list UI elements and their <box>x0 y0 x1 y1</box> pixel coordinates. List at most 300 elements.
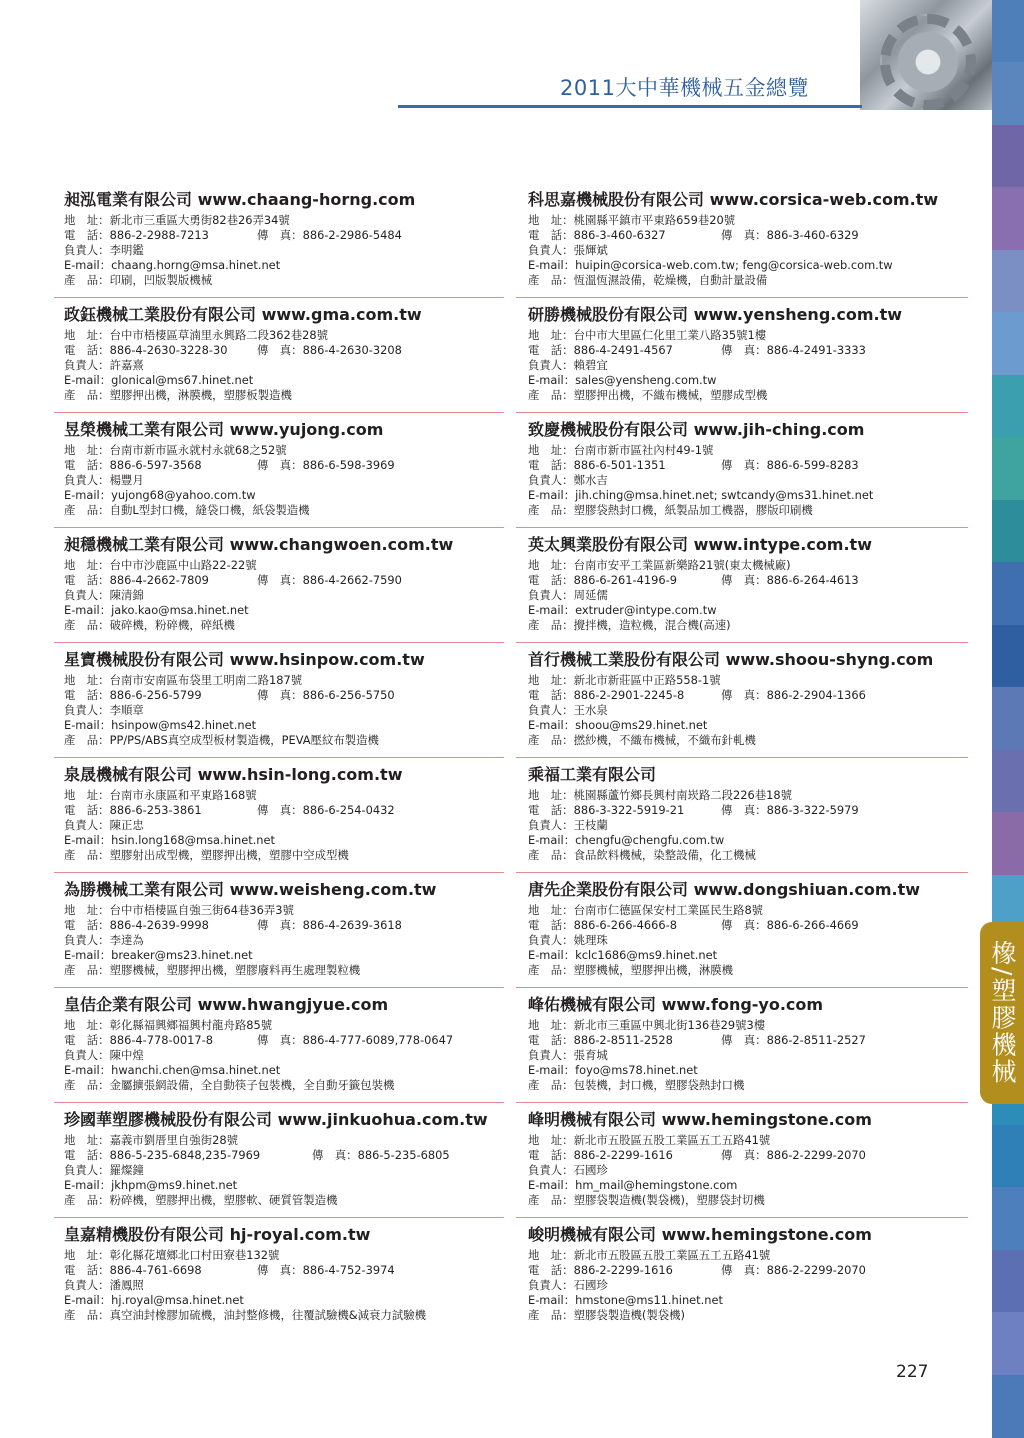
product-label: 產 品： <box>64 388 110 402</box>
company-name-line <box>528 535 968 555</box>
person-value: 許嘉熹 <box>109 358 144 372</box>
product-value: 塑膠押出機，淋膜機，塑膠板製造機 <box>109 388 292 402</box>
address-value: 新北市五股區五股工業區五工五路41號 <box>573 1133 771 1147</box>
email-label: E-mail： <box>64 718 112 732</box>
phone-row <box>528 918 968 933</box>
chapter-tab-segment <box>992 1312 1024 1375</box>
phone-label: 電 話： <box>528 803 574 817</box>
fax-value: 886-6-264-4613 <box>766 573 859 587</box>
company-name-line <box>64 535 504 555</box>
person-label: 負責人： <box>64 818 110 832</box>
section-tab-label: 橡/塑膠機械 <box>988 940 1017 1086</box>
email-value[interactable]: foyo@ms78.hinet.net <box>575 1063 698 1077</box>
company-details <box>528 443 968 518</box>
phone-label: 電 話： <box>64 573 110 587</box>
address-row <box>528 328 968 343</box>
email-value[interactable]: hsinpow@ms42.hinet.net <box>111 718 257 732</box>
company-entry <box>528 305 968 403</box>
company-name-line <box>64 420 504 440</box>
company-name: 為勝機械工業有限公司 <box>64 880 225 899</box>
email-row <box>64 1293 504 1308</box>
person-value: 石國珍 <box>573 1163 608 1177</box>
fax-value: 886-3-322-5979 <box>766 803 859 817</box>
address-row <box>528 903 968 918</box>
address-value: 台南市新市區永就村永就68之52號 <box>109 443 287 457</box>
person-row <box>64 703 504 718</box>
phone-row <box>64 343 504 358</box>
address-value: 新北市三重區中興北街136巷29號3樓 <box>573 1018 766 1032</box>
company-entry <box>528 1110 968 1208</box>
header-rule <box>398 105 862 108</box>
fax-label: 傳 真： <box>257 1263 303 1277</box>
person-value: 王枝蘭 <box>573 818 608 832</box>
company-name-line <box>528 1110 968 1130</box>
person-value: 潘鳳照 <box>109 1278 144 1292</box>
address-label: 地 址： <box>64 1133 110 1147</box>
company-url[interactable]: www.weisheng.com.tw <box>229 880 437 899</box>
address-value: 台中市大里區仁化里工業八路35號1樓 <box>573 328 767 342</box>
entry-divider <box>516 872 968 873</box>
email-label: E-mail： <box>528 488 576 502</box>
person-row <box>528 818 968 833</box>
email-label: E-mail： <box>64 373 112 387</box>
email-row <box>64 373 504 388</box>
phone-row <box>64 803 504 818</box>
product-row <box>528 1193 968 1208</box>
phone-label: 電 話： <box>64 1148 110 1162</box>
phone-value: 886-6-597-3568 <box>109 458 202 472</box>
email-value[interactable]: hwanchi.chen@msa.hinet.net <box>111 1063 281 1077</box>
address-label: 地 址： <box>64 213 110 227</box>
company-name: 珍國華塑膠機械股份有限公司 <box>64 1110 273 1129</box>
product-label: 產 品： <box>528 733 574 747</box>
company-url[interactable]: www.gma.com.tw <box>261 305 422 324</box>
email-value[interactable]: hm_mail@hemingstone.com <box>575 1178 738 1192</box>
company-entry <box>528 535 968 633</box>
company-url[interactable]: www.hemingstone.com <box>661 1225 872 1244</box>
email-row <box>64 1178 504 1193</box>
company-entry <box>528 650 968 748</box>
company-url[interactable]: www.hsin-long.com.tw <box>197 765 403 784</box>
phone-value: 886-2-2299-1616 <box>573 1148 673 1162</box>
fax-group <box>721 918 859 933</box>
entry-divider <box>54 527 504 528</box>
chapter-tab-segment <box>992 1250 1024 1313</box>
entry-divider <box>54 412 504 413</box>
product-row <box>64 848 504 863</box>
company-name: 皇佶企業有限公司 <box>64 995 193 1014</box>
chapter-tab-segment <box>992 187 1024 250</box>
entry-divider <box>516 987 968 988</box>
email-label: E-mail： <box>528 373 576 387</box>
person-label: 負責人： <box>528 243 574 257</box>
address-row <box>64 1248 504 1263</box>
fax-label: 傳 真： <box>257 803 303 817</box>
chapter-tab-segment <box>992 687 1024 750</box>
person-label: 負責人： <box>64 588 110 602</box>
phone-value: 886-4-2630-3228-30 <box>109 343 228 357</box>
email-label: E-mail： <box>528 718 576 732</box>
entry-divider <box>54 872 504 873</box>
person-row <box>64 1048 504 1063</box>
fax-group <box>257 918 402 933</box>
company-name-line <box>64 995 504 1015</box>
phone-value: 886-6-266-4666-8 <box>573 918 677 932</box>
company-entry <box>64 420 504 518</box>
company-details <box>64 1248 504 1323</box>
product-label: 產 品： <box>528 1308 574 1322</box>
company-url[interactable]: www.hemingstone.com <box>661 1110 872 1129</box>
person-value: 張輝斌 <box>573 243 608 257</box>
fax-label: 傳 真： <box>721 918 767 932</box>
email-value[interactable]: yujong68@yahoo.com.tw <box>111 488 256 502</box>
address-row <box>528 1018 968 1033</box>
email-value[interactable]: jkhpm@ms9.hinet.net <box>111 1178 238 1192</box>
phone-value: 886-6-501-1351 <box>573 458 666 472</box>
chapter-tab-segment <box>992 0 1024 63</box>
fax-value: 886-2-2299-2070 <box>766 1148 866 1162</box>
chapter-tab-segment <box>992 62 1024 125</box>
address-row <box>528 788 968 803</box>
company-details <box>528 1018 968 1093</box>
address-label: 地 址： <box>528 1133 574 1147</box>
address-value: 嘉義市劉厝里自強街28號 <box>109 1133 238 1147</box>
chapter-tab-segment <box>992 312 1024 375</box>
phone-row <box>64 1148 504 1163</box>
company-name: 研勝機械股份有限公司 <box>528 305 689 324</box>
address-row <box>64 788 504 803</box>
company-url[interactable]: www.chaang-horng.com <box>197 190 416 209</box>
address-label: 地 址： <box>64 673 110 687</box>
fax-value: 886-6-599-8283 <box>766 458 859 472</box>
fax-label: 傳 真： <box>312 1148 358 1162</box>
phone-value: 886-4-2662-7809 <box>109 573 209 587</box>
email-value[interactable]: chaang.horng@msa.hinet.net <box>111 258 281 272</box>
email-value[interactable]: jako.kao@msa.hinet.net <box>111 603 249 617</box>
product-row <box>528 1078 968 1093</box>
header-machine-photo <box>860 0 992 110</box>
company-entry <box>64 1225 504 1323</box>
person-label: 負責人： <box>64 358 110 372</box>
phone-row <box>64 228 504 243</box>
email-value[interactable]: huipin@corsica-web.com.tw; feng@corsica-web.com.tw <box>575 258 893 272</box>
address-row <box>64 1133 504 1148</box>
product-label: 產 品： <box>64 733 110 747</box>
address-row <box>64 903 504 918</box>
fax-label: 傳 真： <box>257 343 303 357</box>
company-entry <box>64 995 504 1093</box>
company-details <box>528 328 968 403</box>
phone-label: 電 話： <box>64 918 110 932</box>
fax-label: 傳 真： <box>721 1263 767 1277</box>
email-value[interactable]: breaker@ms23.hinet.net <box>111 948 253 962</box>
email-row <box>528 718 968 733</box>
chapter-tab-segment <box>992 812 1024 875</box>
phone-label: 電 話： <box>528 228 574 242</box>
person-row <box>528 933 968 948</box>
email-label: E-mail： <box>528 603 576 617</box>
person-row <box>528 243 968 258</box>
fax-label: 傳 真： <box>257 573 303 587</box>
fax-group <box>721 458 859 473</box>
product-value: 真空油封橡膠加硫機，油封整修機，往覆試驗機&減衰力試驗機 <box>109 1308 427 1322</box>
entry-divider <box>516 527 968 528</box>
phone-value: 886-3-460-6327 <box>573 228 666 242</box>
person-label: 負責人： <box>528 818 574 832</box>
person-label: 負責人： <box>64 473 110 487</box>
company-url[interactable]: www.hsinpow.com.tw <box>229 650 425 669</box>
email-row <box>64 948 504 963</box>
entry-divider <box>54 1217 504 1218</box>
product-row <box>64 618 504 633</box>
person-row <box>64 358 504 373</box>
address-label: 地 址： <box>64 903 110 917</box>
chapter-tab-strip <box>992 0 1024 1437</box>
email-value[interactable]: jih.ching@msa.hinet.net; swtcandy@ms31.hinet.net <box>575 488 874 502</box>
company-url[interactable]: www.jih-ching.com <box>693 420 865 439</box>
email-row <box>528 1063 968 1078</box>
person-label: 負責人： <box>528 473 574 487</box>
address-label: 地 址： <box>528 1018 574 1032</box>
phone-row <box>528 688 968 703</box>
fax-value: 886-4-777-6089,778-0647 <box>302 1033 454 1047</box>
email-label: E-mail： <box>64 258 112 272</box>
product-value: 印刷，凹版製版機械 <box>109 273 213 287</box>
chapter-tab-segment <box>992 625 1024 688</box>
person-value: 王水泉 <box>573 703 608 717</box>
product-value: 粉碎機，塑膠押出機，塑膠軟、硬質管製造機 <box>109 1193 338 1207</box>
phone-label: 電 話： <box>528 343 574 357</box>
company-name-line <box>64 880 504 900</box>
phone-row <box>528 343 968 358</box>
email-row <box>528 488 968 503</box>
entry-divider <box>516 1102 968 1103</box>
entry-divider <box>516 642 968 643</box>
entry-divider <box>54 642 504 643</box>
product-row <box>528 733 968 748</box>
fax-label: 傳 真： <box>721 228 767 242</box>
company-url[interactable]: www.yensheng.com.tw <box>693 305 903 324</box>
product-label: 產 品： <box>528 963 574 977</box>
email-value[interactable]: kclc1686@ms9.hinet.net <box>575 948 718 962</box>
company-name: 昶泓電業有限公司 <box>64 190 193 209</box>
company-url[interactable]: hj-royal.com.tw <box>229 1225 371 1244</box>
fax-value: 886-6-598-3969 <box>302 458 395 472</box>
person-row <box>528 358 968 373</box>
product-value: 攪拌機，造粒機，混合機(高速) <box>573 618 731 632</box>
company-details <box>528 1248 968 1323</box>
company-url[interactable]: www.shoou-shyng.com <box>725 650 934 669</box>
person-value: 鄭水吉 <box>573 473 608 487</box>
chapter-tab-segment <box>992 1187 1024 1250</box>
fax-group <box>721 228 859 243</box>
company-entry <box>64 535 504 633</box>
company-name: 泉晟機械有限公司 <box>64 765 193 784</box>
product-value: 金屬擴張網設備，全自動筷子包裝機，全自動牙籤包裝機 <box>109 1078 395 1092</box>
person-row <box>528 588 968 603</box>
company-url[interactable]: www.corsica-web.com.tw <box>709 190 939 209</box>
person-label: 負責人： <box>528 933 574 947</box>
address-row <box>64 328 504 343</box>
company-name: 政鈺機械工業股份有限公司 <box>64 305 257 324</box>
company-name: 皇嘉精機股份有限公司 <box>64 1225 225 1244</box>
fax-group <box>257 573 402 588</box>
product-row <box>64 273 504 288</box>
chapter-tab-segment <box>992 375 1024 438</box>
gear-graphic <box>880 14 976 110</box>
company-name: 英太興業股份有限公司 <box>528 535 689 554</box>
section-tab-rubber-plastic[interactable] <box>980 922 1024 1104</box>
company-details <box>64 788 504 863</box>
person-row <box>64 588 504 603</box>
company-entry <box>64 1110 504 1208</box>
company-url[interactable]: www.intype.com.tw <box>693 535 872 554</box>
person-label: 負責人： <box>528 703 574 717</box>
address-label: 地 址： <box>64 558 110 572</box>
product-label: 產 品： <box>528 1193 574 1207</box>
fax-group <box>721 688 866 703</box>
address-value: 台南市安平工業區新樂路21號(東太機械廠) <box>573 558 791 572</box>
phone-row <box>528 458 968 473</box>
person-row <box>528 1278 968 1293</box>
email-value[interactable]: glonical@ms67.hinet.net <box>111 373 254 387</box>
product-row <box>528 273 968 288</box>
fax-label: 傳 真： <box>721 1033 767 1047</box>
product-row <box>64 503 504 518</box>
product-row <box>528 1308 968 1323</box>
product-row <box>528 388 968 403</box>
product-value: 塑膠射出成型機，塑膠押出機，塑膠中空成型機 <box>109 848 349 862</box>
person-label: 負責人： <box>64 1163 110 1177</box>
person-row <box>528 473 968 488</box>
company-details <box>528 673 968 748</box>
chapter-tab-segment <box>992 562 1024 625</box>
email-value[interactable]: shoou@ms29.hinet.net <box>575 718 708 732</box>
entry-divider <box>516 757 968 758</box>
address-label: 地 址： <box>528 903 574 917</box>
email-row <box>64 833 504 848</box>
company-details <box>528 788 968 863</box>
person-value: 陳中煌 <box>109 1048 144 1062</box>
email-value[interactable]: chengfu@chengfu.com.tw <box>575 833 725 847</box>
company-name-line <box>528 420 968 440</box>
fax-value: 886-6-254-0432 <box>302 803 395 817</box>
person-label: 負責人： <box>64 933 110 947</box>
person-row <box>64 473 504 488</box>
phone-value: 886-6-261-4196-9 <box>573 573 677 587</box>
company-name-line <box>528 190 968 210</box>
person-row <box>64 1278 504 1293</box>
email-row <box>528 603 968 618</box>
company-url[interactable]: www.hwangjyue.com <box>197 995 389 1014</box>
phone-label: 電 話： <box>528 458 574 472</box>
company-name: 峻明機械有限公司 <box>528 1225 657 1244</box>
email-value[interactable]: hmstone@ms11.hinet.net <box>575 1293 723 1307</box>
chapter-tab-segment <box>992 750 1024 813</box>
phone-value: 886-4-778-0017-8 <box>109 1033 213 1047</box>
person-label: 負責人： <box>64 703 110 717</box>
product-row <box>64 1308 504 1323</box>
company-name-line <box>64 1225 504 1245</box>
address-value: 桃園縣蘆竹鄉長興村南崁路二段226巷18號 <box>573 788 793 802</box>
company-entry <box>528 420 968 518</box>
entry-divider <box>54 297 504 298</box>
fax-label: 傳 真： <box>257 918 303 932</box>
fax-group <box>721 573 859 588</box>
company-name: 唐先企業股份有限公司 <box>528 880 689 899</box>
product-label: 產 品： <box>64 1193 110 1207</box>
fax-value: 886-4-2639-3618 <box>302 918 402 932</box>
fax-value: 886-4-2630-3208 <box>302 343 402 357</box>
person-value: 李達為 <box>109 933 144 947</box>
email-label: E-mail： <box>528 1293 576 1307</box>
product-row <box>528 848 968 863</box>
company-url[interactable]: www.fong-yo.com <box>661 995 824 1014</box>
company-url[interactable]: www.dongshiuan.com.tw <box>693 880 920 899</box>
email-label: E-mail： <box>64 833 112 847</box>
fax-group <box>257 1263 395 1278</box>
email-value[interactable]: extruder@intype.com.tw <box>575 603 717 617</box>
company-details <box>64 328 504 403</box>
company-details <box>528 558 968 633</box>
phone-label: 電 話： <box>528 1148 574 1162</box>
company-url[interactable]: www.changwoen.com.tw <box>229 535 454 554</box>
fax-value: 886-6-256-5750 <box>302 688 395 702</box>
phone-row <box>528 573 968 588</box>
phone-row <box>528 803 968 818</box>
company-url[interactable]: www.yujong.com <box>229 420 384 439</box>
email-value[interactable]: hj.royal@msa.hinet.net <box>111 1293 244 1307</box>
address-value: 桃園縣平鎮市平東路659巷20號 <box>573 213 736 227</box>
company-name: 致慶機械股份有限公司 <box>528 420 689 439</box>
fax-value: 886-4-2491-3333 <box>766 343 866 357</box>
company-details <box>64 558 504 633</box>
phone-value: 886-3-322-5919-21 <box>573 803 685 817</box>
address-value: 新北市新莊區中正路558-1號 <box>573 673 721 687</box>
email-row <box>528 1293 968 1308</box>
person-row <box>64 1163 504 1178</box>
page-number: 227 <box>896 1362 929 1382</box>
person-row <box>64 933 504 948</box>
product-label: 產 品： <box>64 1308 110 1322</box>
company-entry <box>64 880 504 978</box>
entry-divider <box>54 1102 504 1103</box>
email-value[interactable]: sales@yensheng.com.tw <box>575 373 717 387</box>
email-row <box>528 1178 968 1193</box>
fax-value: 886-3-460-6329 <box>766 228 859 242</box>
product-value: 自動L型封口機，縫袋口機，紙袋製造機 <box>109 503 310 517</box>
product-row <box>64 963 504 978</box>
person-label: 負責人： <box>528 358 574 372</box>
person-label: 負責人： <box>528 1278 574 1292</box>
company-details <box>528 213 968 288</box>
company-name: 科思嘉機械股份有限公司 <box>528 190 705 209</box>
address-row <box>528 673 968 688</box>
company-entry <box>64 190 504 288</box>
email-row <box>64 488 504 503</box>
fax-group <box>257 228 402 243</box>
company-url[interactable]: www.jinkuohua.com.tw <box>277 1110 488 1129</box>
company-details <box>64 1133 504 1208</box>
email-value[interactable]: hsin.long168@msa.hinet.net <box>111 833 276 847</box>
product-label: 產 品： <box>528 273 574 287</box>
phone-value: 886-4-761-6698 <box>109 1263 202 1277</box>
fax-value: 886-2-8511-2527 <box>766 1033 866 1047</box>
phone-label: 電 話： <box>528 1033 574 1047</box>
fax-group <box>257 1033 453 1048</box>
phone-label: 電 話： <box>528 688 574 702</box>
address-row <box>64 558 504 573</box>
